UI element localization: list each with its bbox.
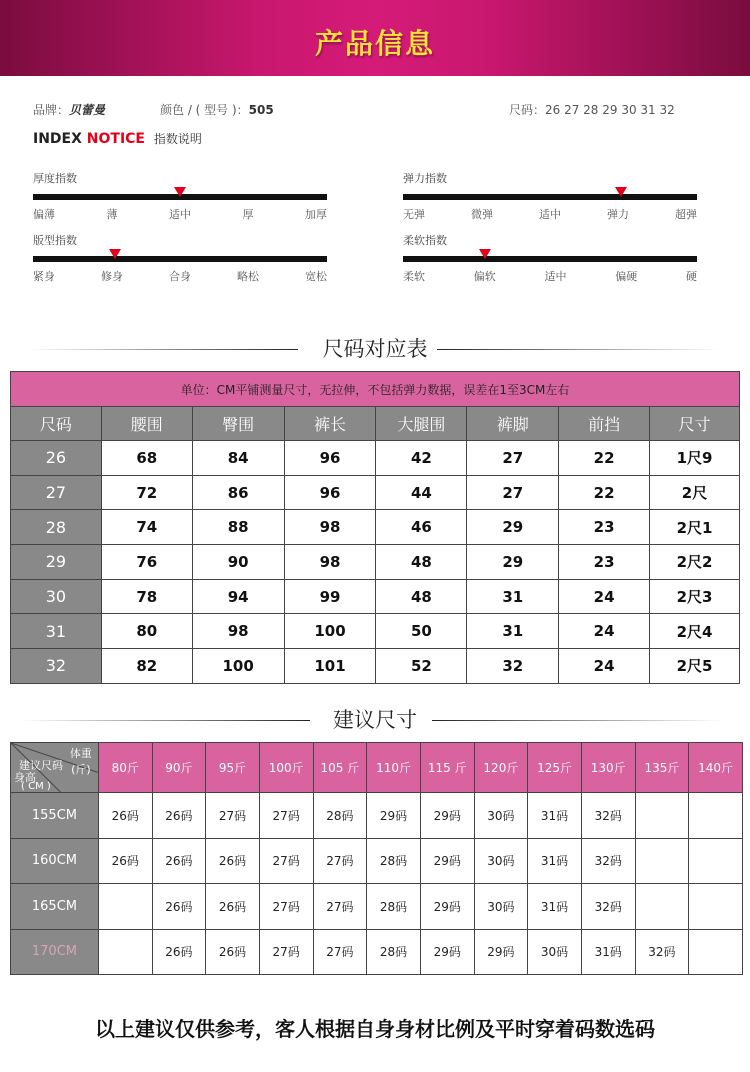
value-cell: 52 [376, 649, 467, 684]
table-row [11, 793, 743, 839]
weight-header: 115 斤 [420, 743, 474, 793]
recommend-cell: 27码 [259, 793, 313, 839]
recommend-cell: 26码 [152, 793, 206, 839]
value-cell: 48 [376, 579, 467, 614]
index-label: 版型指数 [33, 234, 77, 247]
index-tick: 略松 [237, 270, 259, 283]
value-cell: 74 [101, 510, 192, 545]
index-word: INDEX [33, 131, 82, 147]
recommend-cell: 27码 [259, 929, 313, 975]
value-cell: 50 [376, 614, 467, 649]
value-cell: 2尺2 [650, 545, 740, 580]
index-tick: 宽松 [305, 270, 327, 283]
value-cell: 42 [376, 441, 467, 476]
index-marker-icon [479, 249, 491, 259]
recommend-cell: 29码 [367, 793, 421, 839]
index-tick: 合身 [169, 270, 191, 283]
recommend-cell: 26码 [152, 838, 206, 884]
index-bar [33, 194, 327, 200]
index-tick: 偏软 [473, 270, 496, 283]
recommend-cell: 26码 [98, 793, 152, 839]
recommend-cell: 29码 [474, 929, 528, 975]
table-row [11, 475, 740, 510]
recommend-cell: 26码 [152, 929, 206, 975]
index-tick: 无弹 [403, 208, 425, 221]
value-cell: 99 [284, 579, 376, 614]
index-notice-sub: 指数说明 [153, 132, 202, 146]
index-tick: 厚 [242, 208, 254, 221]
value-cell: 24 [559, 614, 650, 649]
size-chart-title: 尺码对应表 [322, 337, 428, 361]
height-cell: 160CM [11, 838, 99, 884]
recommend-cell: 29码 [420, 793, 474, 839]
value-cell: 90 [192, 545, 284, 580]
value-cell: 29 [467, 545, 559, 580]
index-elasticity [403, 170, 697, 222]
recommend-cell: 27码 [313, 929, 367, 975]
table-row [11, 579, 740, 614]
weight-header: 125斤 [528, 743, 582, 793]
size-info: 尺码：26 27 28 29 30 31 32 [509, 103, 675, 117]
recommend-cell [689, 929, 743, 975]
weight-header: 95斤 [206, 743, 260, 793]
size-cell: 29 [11, 545, 102, 580]
weight-header: 90斤 [152, 743, 206, 793]
table-row [11, 441, 740, 476]
weight-header: 110斤 [367, 743, 421, 793]
height-cell: 165CM [11, 884, 99, 930]
size-cell: 26 [11, 441, 102, 476]
index-fit [33, 232, 327, 284]
table-row [11, 649, 740, 684]
value-cell: 88 [192, 510, 284, 545]
column-header: 前挡 [559, 407, 650, 441]
size-table [10, 371, 740, 684]
recommend-cell: 26码 [206, 838, 260, 884]
table-row [11, 884, 743, 930]
size-cell: 30 [11, 579, 102, 614]
recommend-heading [0, 704, 750, 734]
value-cell: 24 [559, 649, 650, 684]
height-cell: 155CM [11, 793, 99, 839]
size-cell: 28 [11, 510, 102, 545]
corner-height: 身高 [14, 771, 36, 784]
table-row [11, 838, 743, 884]
divider [432, 720, 722, 721]
value-cell: 46 [376, 510, 467, 545]
column-header: 尺寸 [650, 407, 740, 441]
index-tick: 修身 [101, 270, 123, 283]
value-cell: 94 [192, 579, 284, 614]
recommend-cell: 32码 [635, 929, 689, 975]
index-marker-icon [615, 187, 627, 197]
recommend-cell: 26码 [98, 838, 152, 884]
index-bar [403, 256, 697, 262]
recommend-cell [635, 884, 689, 930]
brand-label: 品牌： [33, 103, 70, 117]
recommend-cell: 27码 [206, 793, 260, 839]
size-cell: 31 [11, 614, 102, 649]
index-tick: 柔软 [403, 270, 425, 283]
banner-title: 产品信息 [314, 27, 435, 60]
value-cell: 22 [559, 475, 650, 510]
recommend-title: 建议尺寸 [333, 708, 417, 732]
recommend-cell: 30码 [528, 929, 582, 975]
index-label: 弹力指数 [403, 172, 447, 185]
recommend-cell: 29码 [420, 838, 474, 884]
value-cell: 2尺3 [650, 579, 740, 614]
index-tick: 偏薄 [33, 208, 55, 221]
weight-header: 120斤 [474, 743, 528, 793]
index-label: 柔软指数 [403, 234, 447, 247]
recommend-cell: 28码 [367, 884, 421, 930]
index-label: 厚度指数 [33, 172, 77, 185]
value-cell: 23 [559, 510, 650, 545]
recommend-cell: 27码 [313, 884, 367, 930]
value-cell: 96 [284, 475, 376, 510]
recommend-cell: 28码 [313, 793, 367, 839]
recommend-cell: 31码 [528, 884, 582, 930]
value-cell: 98 [284, 510, 376, 545]
column-header: 腰围 [101, 407, 192, 441]
recommend-cell: 28码 [367, 838, 421, 884]
value-cell: 22 [559, 441, 650, 476]
value-cell: 1尺9 [650, 441, 740, 476]
value-cell: 27 [467, 441, 559, 476]
color-value: 505 [248, 103, 274, 117]
column-header: 臀围 [192, 407, 284, 441]
weight-header: 130斤 [581, 743, 635, 793]
recommend-cell [689, 884, 743, 930]
corner-cell [11, 743, 99, 793]
table-row [11, 614, 740, 649]
recommend-cell: 27码 [259, 838, 313, 884]
recommend-cell: 26码 [152, 884, 206, 930]
recommend-cell: 32码 [581, 884, 635, 930]
recommend-cell: 28码 [367, 929, 421, 975]
value-cell: 78 [101, 579, 192, 614]
value-cell: 82 [101, 649, 192, 684]
recommend-cell: 29码 [420, 929, 474, 975]
weight-header: 135斤 [635, 743, 689, 793]
value-cell: 29 [467, 510, 559, 545]
index-marker-icon [109, 249, 121, 259]
table-row [11, 545, 740, 580]
value-cell: 68 [101, 441, 192, 476]
index-softness [403, 232, 697, 284]
index-tick: 偏硬 [615, 270, 638, 283]
size-chart-heading [0, 333, 750, 363]
index-tick: 适中 [539, 208, 561, 221]
footer-note: 以上建议仅供参考，客人根据自身身材比例及平时穿着码数选码 [95, 1017, 655, 1041]
index-notice [33, 130, 202, 147]
table-row [11, 929, 743, 975]
brand-info [33, 101, 105, 118]
recommend-cell: 27码 [259, 884, 313, 930]
size-cell: 32 [11, 649, 102, 684]
recommend-cell: 31码 [528, 838, 582, 884]
divider [437, 349, 720, 350]
value-cell: 31 [467, 614, 559, 649]
header-banner [0, 0, 750, 76]
index-tick: 加厚 [305, 208, 327, 221]
recommend-cell: 30码 [474, 793, 528, 839]
recommend-cell [689, 838, 743, 884]
size-table-header [11, 407, 740, 441]
weight-header: 105 斤 [313, 743, 367, 793]
color-info [160, 101, 274, 118]
value-cell: 96 [284, 441, 376, 476]
index-tick: 弹力 [607, 208, 629, 221]
color-label: 颜色 / ( 型号 )： [160, 103, 249, 117]
value-cell: 76 [101, 545, 192, 580]
column-header: 裤长 [284, 407, 376, 441]
index-tick: 硬 [686, 270, 697, 283]
recommend-cell: 30码 [474, 884, 528, 930]
value-cell: 2尺5 [650, 649, 740, 684]
recommend-cell [635, 793, 689, 839]
value-cell: 2尺 [650, 475, 740, 510]
value-cell: 23 [559, 545, 650, 580]
recommend-table [10, 742, 743, 975]
index-tick: 适中 [544, 270, 567, 283]
value-cell: 72 [101, 475, 192, 510]
weight-header: 140斤 [689, 743, 743, 793]
index-bar [403, 194, 697, 200]
value-cell: 98 [284, 545, 376, 580]
index-thickness [33, 170, 327, 222]
value-cell: 44 [376, 475, 467, 510]
index-marker-icon [174, 187, 186, 197]
unit-note: 单位：CM平铺测量尺寸，无拉伸，不包括弹力数据，误差在1至3CM左右 [11, 372, 740, 407]
weight-header: 100斤 [259, 743, 313, 793]
recommend-cell: 32码 [581, 793, 635, 839]
value-cell: 84 [192, 441, 284, 476]
notice-word: NOTICE [86, 131, 145, 147]
index-tick: 薄 [106, 208, 118, 221]
value-cell: 86 [192, 475, 284, 510]
value-cell: 48 [376, 545, 467, 580]
value-cell: 98 [192, 614, 284, 649]
recommend-cell: 31码 [528, 793, 582, 839]
value-cell: 2尺1 [650, 510, 740, 545]
index-tick: 适中 [169, 208, 191, 221]
recommend-cell: 26码 [206, 884, 260, 930]
value-cell: 100 [284, 614, 376, 649]
value-cell: 27 [467, 475, 559, 510]
index-tick: 紧身 [33, 270, 55, 283]
column-header: 大腿围 [376, 407, 467, 441]
table-row [11, 510, 740, 545]
recommend-cell [689, 793, 743, 839]
value-cell: 32 [467, 649, 559, 684]
height-cell: 170CM [11, 929, 99, 975]
index-tick: 超弹 [675, 208, 697, 221]
index-bar [33, 256, 327, 262]
value-cell: 101 [284, 649, 376, 684]
recommend-cell: 27码 [313, 838, 367, 884]
value-cell: 24 [559, 579, 650, 614]
recommend-cell [635, 838, 689, 884]
recommend-cell: 26码 [206, 929, 260, 975]
value-cell: 80 [101, 614, 192, 649]
recommend-cell: 29码 [420, 884, 474, 930]
recommend-cell [98, 884, 152, 930]
weight-header: 80斤 [98, 743, 152, 793]
recommend-cell: 32码 [581, 838, 635, 884]
value-cell: 2尺4 [650, 614, 740, 649]
recommend-cell: 31码 [581, 929, 635, 975]
column-header: 裤脚 [467, 407, 559, 441]
corner-size: 建议尺码 [19, 759, 63, 772]
brand-value: 贝蕾曼 [69, 103, 106, 117]
size-cell: 27 [11, 475, 102, 510]
value-cell: 100 [192, 649, 284, 684]
value-cell: 31 [467, 579, 559, 614]
column-header: 尺码 [11, 407, 102, 441]
corner-weight: 体重 (斤) [69, 747, 92, 776]
recommend-cell: 30码 [474, 838, 528, 884]
corner-cm: ( CM ) [21, 781, 51, 792]
recommend-cell [98, 929, 152, 975]
index-tick: 微弹 [471, 208, 493, 221]
